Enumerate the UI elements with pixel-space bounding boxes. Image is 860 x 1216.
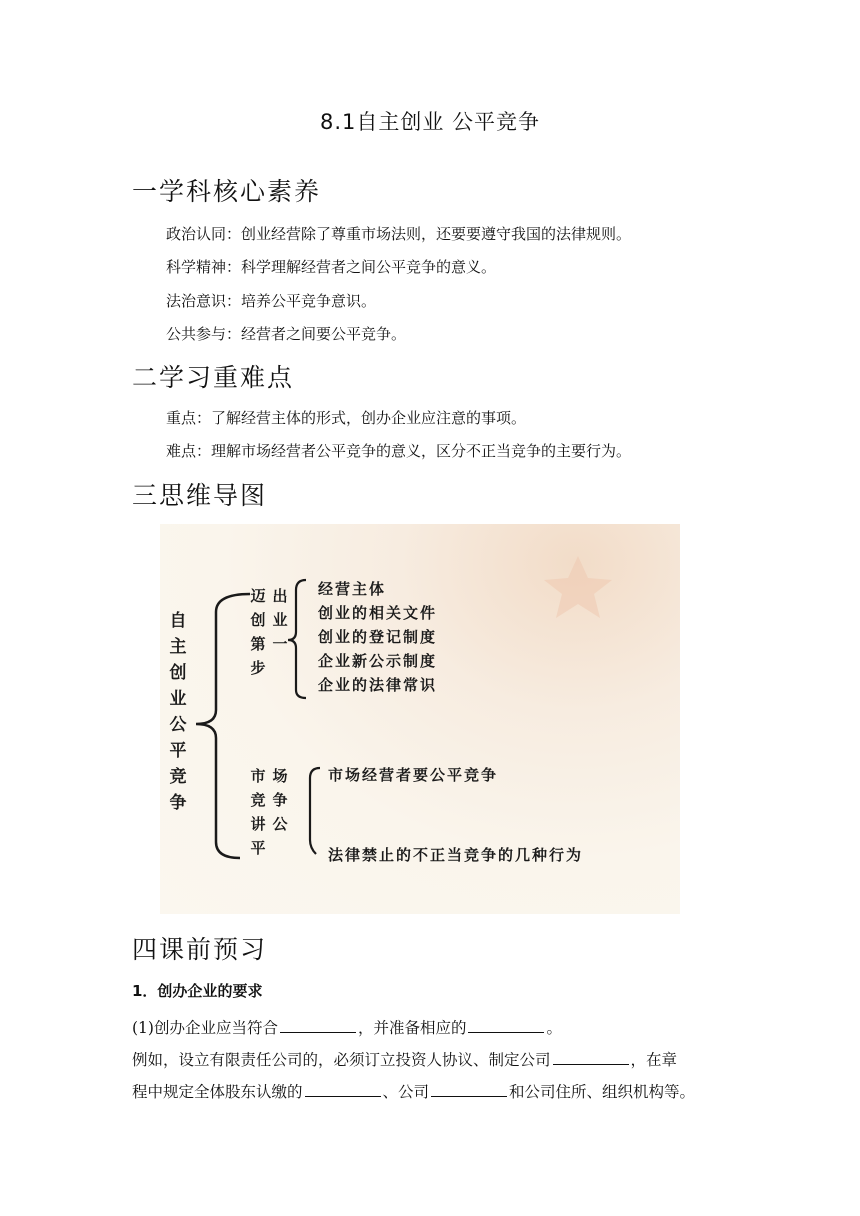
branch1-item-3: 创业的登记制度 xyxy=(318,628,438,646)
question-1-line-1: (1)创办企业应当符合 ，并准备相应的 。 xyxy=(132,1016,562,1038)
branch1-item-1: 经营主体 xyxy=(318,580,387,598)
branch2-item-1: 市场经营者要公平竞争 xyxy=(328,766,499,784)
branch1-item-5: 企业的法律常识 xyxy=(318,676,438,694)
fill-blank-3[interactable] xyxy=(553,1048,629,1065)
branch2-item-2: 法律禁止的不正当竞争的几种行为 xyxy=(328,846,584,864)
question-1-title: 1．创办企业的要求 xyxy=(132,982,263,1000)
section2-line-2: 难点：理解市场经营者公平竞争的意义，区分不正当竞争的主要行为。 xyxy=(166,442,632,460)
mind-map xyxy=(160,524,680,914)
section2-line-1: 重点：了解经营主体的形式，创办企业应注意的事项。 xyxy=(166,409,527,427)
section1-heading: 一学科核心素养 xyxy=(132,177,322,206)
branch1-item-4: 企业新公示制度 xyxy=(318,652,438,670)
star-icon xyxy=(544,556,612,618)
page-title: 8.1自主创业 公平竞争 xyxy=(319,110,541,134)
fill-blank-4[interactable] xyxy=(305,1080,381,1097)
section1-line-4: 公共参与：经营者之间要公平竞争。 xyxy=(166,325,407,343)
fill-blank-2[interactable] xyxy=(468,1016,544,1033)
section1-line-1: 政治认同：创业经营除了尊重市场法则，还要要遵守我国的法律规则。 xyxy=(166,225,632,243)
section4-heading: 四课前预习 xyxy=(132,935,268,964)
question-1-line-3: 程中规定全体股东认缴的 、公司 和公司住所、组织机构等。 xyxy=(132,1080,695,1102)
branch1-label-col1: 迈创第步 xyxy=(250,587,266,677)
section2-heading: 二学习重难点 xyxy=(132,363,295,392)
fill-blank-5[interactable] xyxy=(431,1080,507,1097)
section3-heading: 三思维导图 xyxy=(132,481,268,510)
section1-line-3: 法治意识：培养公平竞争意识。 xyxy=(166,292,377,310)
fill-blank-1[interactable] xyxy=(280,1016,356,1033)
branch2-label-col2: 场争公 xyxy=(272,767,288,833)
mind-map-root: 自主创业公平竞争 xyxy=(169,611,187,813)
branch1-label-col2: 出业一 xyxy=(272,587,288,653)
question-1-line-2: 例如，设立有限责任公司的，必须订立投资人协议、制定公司 ，在章 xyxy=(132,1048,677,1070)
branch2-label-col1: 市竞讲平 xyxy=(250,767,266,857)
section1-line-2: 科学精神：科学理解经营者之间公平竞争的意义。 xyxy=(166,258,497,276)
branch1-item-2: 创业的相关文件 xyxy=(318,604,438,622)
